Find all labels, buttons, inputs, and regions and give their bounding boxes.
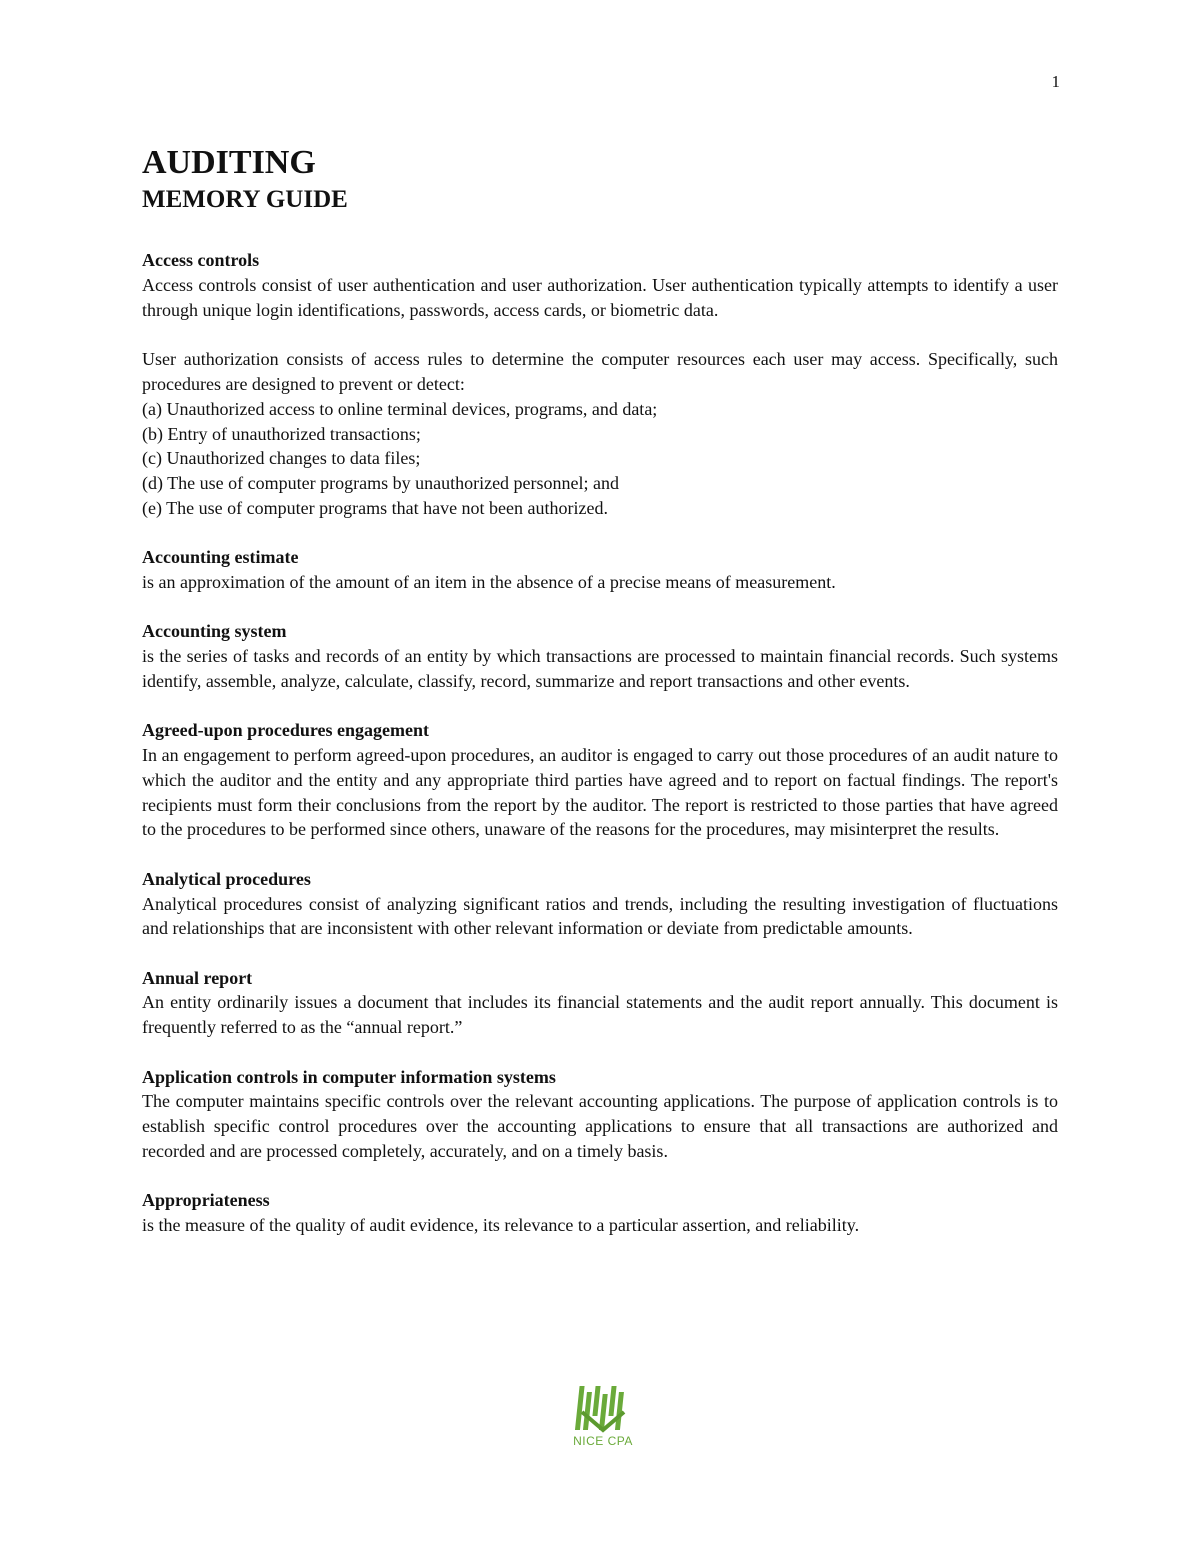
term-analytical-procedures <box>142 867 1058 941</box>
nice-cpa-logo <box>570 1382 636 1462</box>
term-paragraph: is the measure of the quality of audit evidence, its relevance to a particular assertion, and reliability. <box>142 1215 860 1235</box>
term-heading: Annual report <box>142 967 253 988</box>
term-paragraph: is an approximation of the amount of an item in the absence of a precise means of measurement. <box>142 572 836 593</box>
term-application-controls <box>142 1065 1058 1164</box>
term-access-controls <box>142 248 1058 521</box>
document-title: AUDITING <box>142 144 316 181</box>
term-paragraph: is the series of tasks and records of an entity by which transactions are processed to maintain financial records. Such systems identify, assemble, analyze, calculate, classify, record, summarize and report transactions and other events. <box>142 646 1058 691</box>
list-item: (b) Entry of unauthorized transactions; <box>142 423 421 444</box>
list-item: (a) Unauthorized access to online terminal devices, programs, and data; <box>142 398 658 419</box>
term-annual-report <box>142 966 1058 1040</box>
term-accounting-system <box>142 619 1058 693</box>
term-appropriateness <box>142 1188 1058 1238</box>
list-item: (d) The use of computer programs by unauthorized personnel; and <box>142 473 620 494</box>
term-paragraph: Analytical procedures consist of analyzing significant ratios and trends, including the resulting investigation of fluctuations and relationships that are inconsistent with other relevant information or deviate from predictable amounts. <box>142 893 1058 939</box>
term-paragraph: Access controls consist of user authentication and user authorization. User authentication typically attempts to identify a user through unique login identifications, passwords, access cards, or biometric data. <box>142 274 1058 320</box>
page-number: 1 <box>1051 72 1060 91</box>
term-heading: Analytical procedures <box>142 868 311 889</box>
term-heading: Access controls <box>142 250 260 270</box>
nice-cpa-logo-icon <box>570 1382 636 1434</box>
term-paragraph: User authorization consists of access rules to determine the computer resources each user may access. Specifically, such procedures are designed to prevent or detect: <box>142 349 1058 394</box>
list-item: (e) The use of computer programs that have not been authorized. <box>142 497 608 518</box>
term-heading: Accounting system <box>142 621 287 642</box>
term-heading: Application controls in computer information systems <box>142 1066 556 1087</box>
term-paragraph: An entity ordinarily issues a document that includes its financial statements and the audit report annually. This document is frequently referred to as the “annual report.” <box>142 992 1058 1038</box>
term-heading: Agreed-upon procedures engagement <box>142 720 429 741</box>
document-subtitle: MEMORY GUIDE <box>142 186 348 213</box>
logo-wordmark: NICE CPA <box>573 1434 633 1448</box>
term-paragraph: In an engagement to perform agreed-upon procedures, an auditor is engaged to carry out those procedures of an audit nature to which the auditor and the entity and any appropriate third parties have agreed and to report on factual findings. The report's recipients must form their conclusions from the report by the auditor. The report is restricted to those parties that have agreed to the procedures to be performed since others, unaware of the reasons for the procedures, may misinterpret the results. <box>142 745 1058 840</box>
term-heading: Appropriateness <box>142 1190 270 1211</box>
term-accounting-estimate <box>142 545 1058 595</box>
term-heading: Accounting estimate <box>142 547 299 568</box>
list-item: (c) Unauthorized changes to data files; <box>142 448 421 469</box>
term-paragraph: The computer maintains specific controls over the relevant accounting applications. The purpose of application controls is to establish specific control procedures over the accounting applications to ensure that all transactions are authorized and recorded and are processed completely, accurately, and on a timely basis. <box>142 1091 1058 1161</box>
procedure-list <box>142 397 1058 521</box>
term-agreed-upon-procedures <box>142 718 1058 842</box>
document-content <box>142 142 1058 1262</box>
